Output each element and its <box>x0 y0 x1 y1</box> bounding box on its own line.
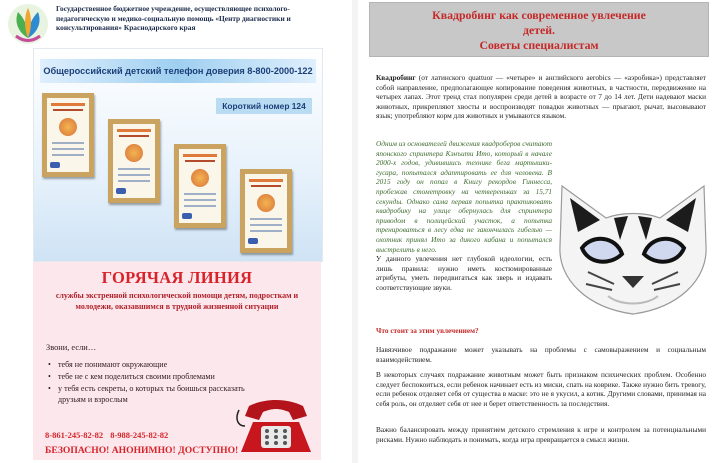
history-paragraph: Одним из основателей движения квадроберов считают японского спринтера Кэнъити Ито, который в начале 2000-х годов, удивившись технике бега мартышки-гусара, попытался адаптировать ее для человека. В 2015 году он попал в Книгу рекордов Гиннесса, пробежав стометровку на четвереньках за 15,71 секунды. Однако сама первая попытка практиковать квадробику на улице обернулась для спринтера приводом в полицейский участок, а попытка тренироваться в лесу едва не закончилась гибелью — охотник принял Ито за дикого кабана и попытался выстрелить в него. <box>376 139 552 254</box>
paragraph: В некоторых случаях подражание животным может быть признаком психических проблем. Особенно следует беспокоиться, если ребенок начинает есть из миски, спать на коврике. Также нужно бить тревогу, если ребенок отделяет себя от существа в маске: это не я укусил, а котик. Другими словами, принимая на себя роль, он отделяет себя от нее и берет ответственность за последствия. <box>376 370 706 408</box>
phone-number-2: 8-988-245-82-82 <box>110 430 169 440</box>
hotline-section <box>33 262 321 460</box>
hotline-reasons-list <box>45 359 265 406</box>
article-title <box>370 8 708 53</box>
poster-card <box>174 144 226 228</box>
poster-card <box>108 119 160 203</box>
list-item: • тебя не понимают окружающие <box>45 359 265 371</box>
term-bold: Квадробинг <box>376 73 416 82</box>
title-line-2: детей. <box>523 23 555 37</box>
phone-number-1: 8-861-245-82-82 <box>45 430 104 440</box>
paragraph: Навязчивое подражание может указывать на проблемы с самовыражением и социальным взаимодействием. <box>376 345 706 364</box>
article-title-box <box>369 2 709 57</box>
intro-text: (от латинского quattuor — «четыре» и английского aerobics — «аэробика») представляет собой направление, предполагающее копирование поведения животных, в частности, передвижение на четырех лапах. Этот тренд стал популярен среди детей в возрасте от 7 до 14 лет. Дети надевают маски животных, прикрепляют хвосты и воспроизводят повадки животных — прыгают, рычат, высовывают язык; употребляют корм для животных и умываются языком. <box>376 73 706 121</box>
poster-card <box>42 93 94 177</box>
title-line-3: Советы специалистам <box>479 38 599 52</box>
hotline-slogan: БЕЗОПАСНО! АНОНИМНО! ДОСТУПНО! <box>45 445 239 456</box>
left-page <box>0 0 350 463</box>
page-divider <box>352 0 358 463</box>
hotline-phones <box>45 430 168 440</box>
list-item: • тебе не с кем поделиться своими проблемами <box>45 371 265 383</box>
short-number-badge: Короткий номер 124 <box>216 98 312 114</box>
center-logo-icon <box>4 2 52 46</box>
title-line-1: Квадробинг как современное увлечение <box>432 8 646 22</box>
telephone-icon <box>235 396 317 458</box>
section-heading: Что стоит за этим увлечением? <box>376 326 479 335</box>
helpline-poster <box>33 48 323 262</box>
hotline-title: ГОРЯЧАЯ ЛИНИЯ <box>101 268 253 287</box>
ideology-paragraph: У данного увлечения нет глубокой идеологии, есть лишь правила: нужно иметь костюмированные атрибуты, уметь передвигаться как зверь и издавать соответствующие звуки. <box>376 254 552 292</box>
intro-paragraph <box>376 73 706 121</box>
helpline-banner: Общероссийский детский телефон доверия 8-800-2000-122 <box>40 59 316 83</box>
right-page <box>360 0 720 463</box>
hotline-question: Звони, если… <box>46 343 97 352</box>
poster-card <box>240 169 292 253</box>
hotline-subtitle: службы экстренной психологической помощи детям, подросткам и молодежи, оказавшимся в трудной жизненной ситуации <box>55 291 299 312</box>
organization-name: Государственное бюджетное учреждение, осуществляющее психолого-педагогическую и медико-социальную помощь «Центр диагностики и консультирования» Краснодарского края <box>56 4 291 33</box>
list-item: • у тебя есть секреты, о которых ты боишься рассказать друзьям и взрослым <box>45 383 265 407</box>
paragraph: Важно балансировать между принятием детского стремления к игре и контролем за потенциальными рисками. Нужно наблюдать и понимать, когда игра превращается в смысл жизни. <box>376 425 706 444</box>
cat-mask-icon <box>548 176 718 326</box>
